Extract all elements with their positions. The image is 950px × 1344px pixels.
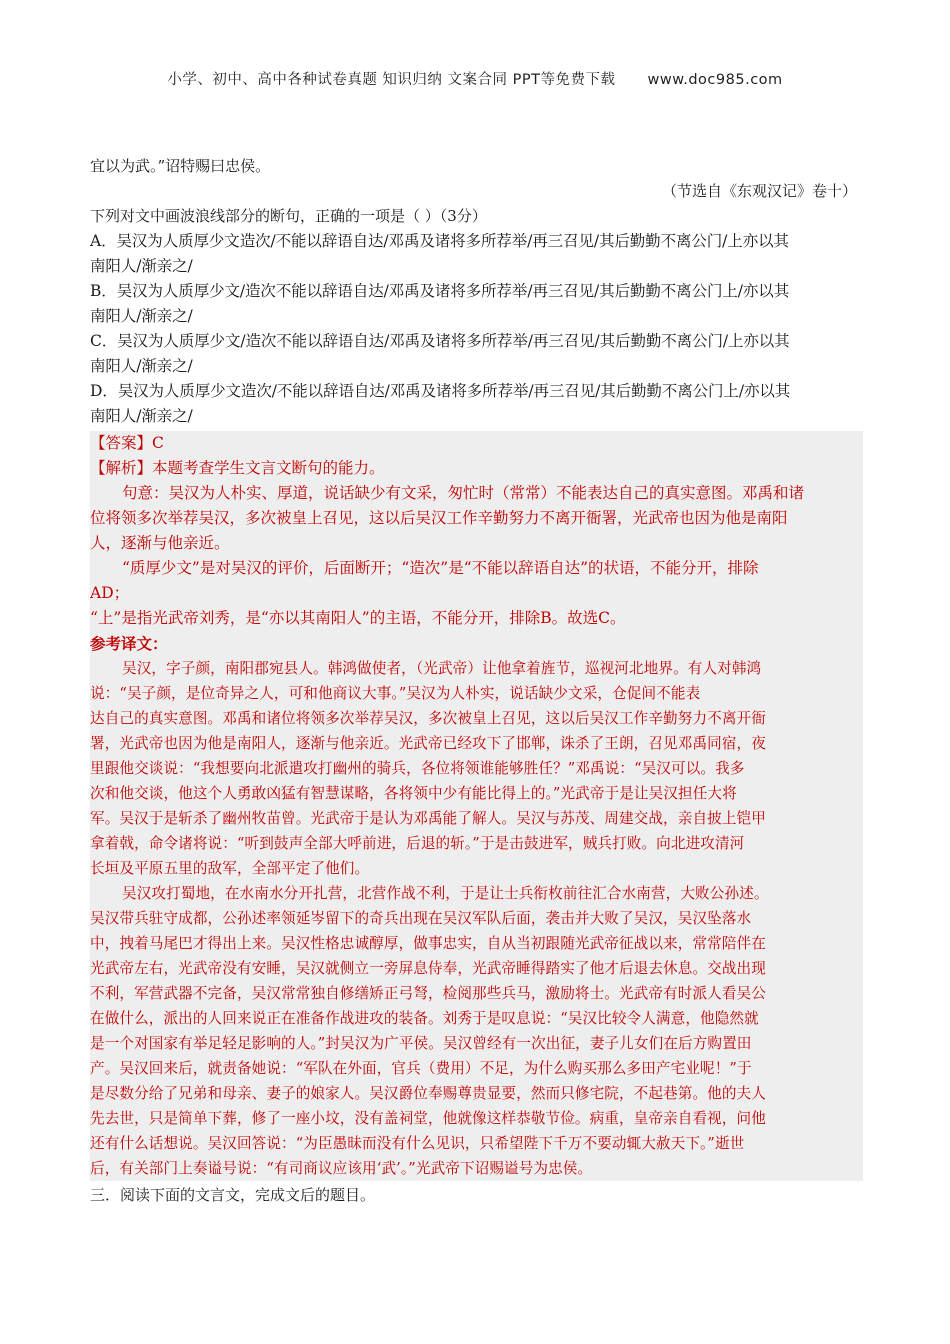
option-d-line2: 南阳人/渐亲之/ xyxy=(90,407,193,425)
translation-line: 里跟他交谈说：“我想要向北派遣攻打幽州的骑兵，各位将领谁能够胜任？”邓禹说：“吴汉可以。我多 xyxy=(90,760,745,777)
next-section-heading: 三．阅读下面的文言文，完成文后的题目。 xyxy=(90,1186,376,1204)
translation-line: 达自己的真实意图。邓禹和诸位将领多次举荐吴汉，多次被皇上召见，这以后吴汉工作辛勤努力不离开衙 xyxy=(90,710,766,727)
page-header xyxy=(0,68,950,89)
analysis-meaning-1: 句意：吴汉为人朴实、厚道，说话缺少有文采，匆忙时（常常）不能表达自己的真实意图。邓禹和诸 xyxy=(122,484,805,502)
answer-line: 【答案】C xyxy=(90,434,164,452)
option-b-line1: B．吴汉为人质厚少文/造次不能以辞语自达/邓禹及诸将多所荐举/再三召见/其后勤勤不离公门上/亦以其 xyxy=(90,282,790,300)
header-site: www.doc985.com xyxy=(647,72,783,88)
translation-line: 署，光武帝也因为他是南阳人，逐渐与他亲近。光武帝已经攻下了邯郸，诛杀了王朗，召见邓禹同宿，夜 xyxy=(90,735,766,752)
translation-title: 参考译文： xyxy=(90,634,168,653)
option-a-line2: 南阳人/渐亲之/ xyxy=(90,257,193,275)
option-c-line1: C．吴汉为人质厚少文/造次不能以辞语自达/邓禹及诸将多所荐举/再三召见/其后勤勤不离公门/上亦以其 xyxy=(90,332,790,350)
translation-line: 后，有关部门上奏谥号说：“有司商议应该用‘武’。”光武帝下诏赐谥号为忠侯。 xyxy=(90,1160,593,1177)
translation-line: 吴汉攻打蜀地，在水南水分开扎营，北营作战不利，于是让士兵衔枚前往汇合水南营，大败公孙述。 xyxy=(122,885,769,902)
option-a-line1: A．吴汉为人质厚少文造次/不能以辞语自达/邓禹及诸将多所荐举/再三召见/其后勤勤不离公门/上亦以其 xyxy=(90,232,789,250)
translation-line: 吴汉带兵驻守成都，公孙述率领延岑留下的奇兵出现在吴汉军队后面，袭击并大败了吴汉，吴汉坠落水 xyxy=(90,910,752,927)
translation-line: 军。吴汉于是斩杀了幽州牧苗曾。光武帝于是认为邓禹能了解人。吴汉与苏茂、周建交战，亲自披上铠甲 xyxy=(90,810,766,827)
translation-line: 光武帝左右，光武帝没有安睡，吴汉就侧立一旁屏息侍奉，光武帝睡得踏实了他才后退去休息。交战出现 xyxy=(90,960,766,977)
translation-line: 是尽数分给了兄弟和母亲、妻子的娘家人。吴汉爵位奉赐尊贵显要，然而只修宅院，不起巷第。他的夫人 xyxy=(90,1085,766,1102)
option-b-line2: 南阳人/渐亲之/ xyxy=(90,307,193,325)
translation-line: 中，拽着马尾巴才得出上来。吴汉性格忠诚醇厚，做事忠实，自从当初跟随光武帝征战以来，常常陪伴在 xyxy=(90,935,766,952)
option-list xyxy=(90,229,863,429)
translation-line: 是一个对国家有举足轻足影响的人。”封吴汉为广平侯。吴汉曾经有一次出征，妻子儿女们在后方购置田 xyxy=(90,1035,752,1052)
analysis-reason-3: “上”是指光武帝刘秀，是“亦以其南阳人”的主语，不能分开，排除B。故选C。 xyxy=(90,609,626,627)
translation-line: 次和他交谈，他这个人勇敢凶猛有智慧谋略，各将领中少有能比得上的。”光武帝于是让吴汉担任大将 xyxy=(90,785,737,802)
analysis-reason-2: AD； xyxy=(90,584,130,602)
source-citation: （节选自《东观汉记》卷十） xyxy=(661,182,857,200)
header-text: 小学、初中、高中各种试卷真题 知识归纳 文案合同 PPT等免费下载 xyxy=(167,72,616,88)
translation-p1 xyxy=(90,656,863,881)
analysis-reason-1: “质厚少文”是对吴汉的评价，后面断开；“造次”是“不能以辞语自达”的状语，不能分开，排除 xyxy=(122,559,759,577)
translation-line: 在做什么，派出的人回来说正在准备作战进攻的装备。刘秀于是叹息说：“吴汉比较令人满意，他隐然就 xyxy=(90,1010,759,1027)
analysis-title: 【解析】本题考查学生文言文断句的能力。 xyxy=(90,459,385,477)
translation-p2 xyxy=(90,881,863,1181)
translation-line: 吴汉，字子颜，南阳郡宛县人。韩鸿做使者，（光武帝）让他拿着旌节，巡视河北地界。有人对韩鸿 xyxy=(122,660,762,677)
translation-line: 长垣及平原五里的敌军，全部平定了他们。 xyxy=(90,860,370,877)
analysis-meaning-2: 位将领多次举荐吴汉，多次被皇上召见，这以后吴汉工作辛勤努力不离开衙署，光武帝也因为他是南阳 xyxy=(90,509,788,527)
translation-line: 拿着戟，命令诸将说：“听到鼓声全部大呼前进，后退的斩。”于是击鼓进军，贼兵打败。向北进攻清河 xyxy=(90,835,745,852)
translation-line: 说：“吴子颜，是位奇异之人，可和他商议大事。”吴汉为人朴实，说话缺少文采，仓促间不能表 xyxy=(90,685,701,702)
option-d-line1: D．吴汉为人质厚少文造次/不能以辞语自达/邓禹及诸将多所荐举/再三召见/其后勤勤不离公门上/亦以其 xyxy=(90,382,791,400)
translation-line: 先去世，只是简单下葬，修了一座小坟，没有盖祠堂，他就像这样恭敬节俭。病重，皇帝亲自看视，问他 xyxy=(90,1110,766,1127)
option-c-line2: 南阳人/渐亲之/ xyxy=(90,357,193,375)
document-body xyxy=(90,154,863,1208)
passage-tail: 宜以为武。”诏特赐曰忠侯。 xyxy=(90,157,271,175)
translation-line: 还有什么话想说。吴汉回答说：“为臣愚昧而没有什么见识，只希望陛下千万不要动辄大赦天下。”逝世 xyxy=(90,1135,745,1152)
translation-line: 不利，军营武器不完备，吴汉常常独自修缮矫正弓弩，检阅那些兵马，激励将士。光武帝有时派人看吴公 xyxy=(90,985,766,1002)
analysis-meaning-3: 人，逐渐与他亲近。 xyxy=(90,534,230,552)
answer-block xyxy=(90,431,863,1181)
question-stem: 下列对文中画波浪线部分的断句，正确的一项是（ ）（3分） xyxy=(90,207,487,225)
translation-line: 产。吴汉回来后，就责备她说：“军队在外面，官兵（费用）不足，为什么购买那么多田产宅业呢！”于 xyxy=(90,1060,752,1077)
